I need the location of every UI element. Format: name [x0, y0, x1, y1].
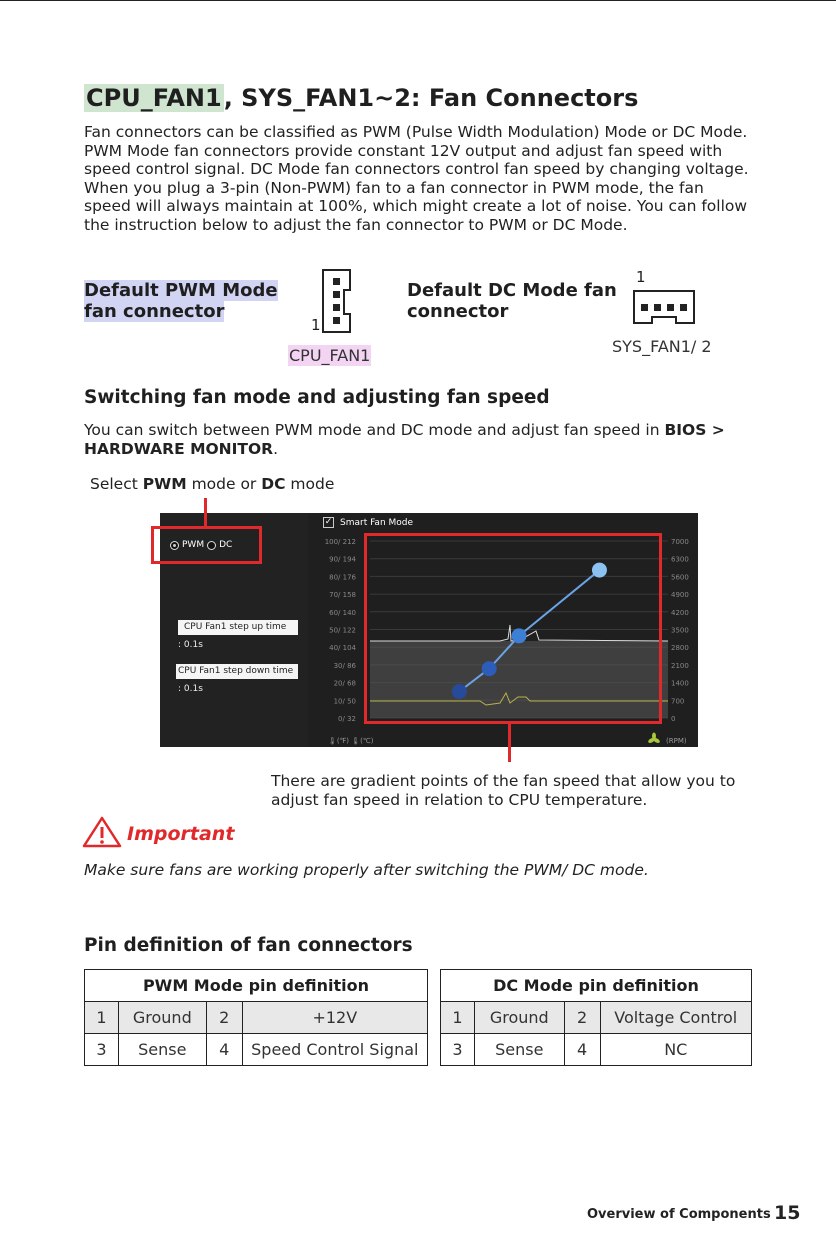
rpm-tick-label: 700 [671, 697, 685, 706]
select-mode-caption: Select PWM mode or DC mode [90, 475, 335, 493]
pwm-option[interactable]: PWM [182, 540, 205, 550]
temp-tick-label: 80/ 176 [329, 573, 356, 582]
step-up-label: CPU Fan1 step up time [178, 620, 298, 635]
smart-fan-label[interactable]: Smart Fan Mode [340, 517, 414, 528]
step-down-label: CPU Fan1 step down time [176, 664, 298, 679]
curve-leader-line [508, 724, 511, 762]
rpm-tick-label: 4200 [671, 608, 689, 617]
dc-connector-label [407, 280, 617, 322]
dc-table-title: DC Mode pin definition [441, 970, 752, 1002]
dc-pin-table [440, 969, 752, 1066]
switching-heading: Switching fan mode and adjusting fan speed [84, 387, 550, 408]
temp-tick-label: 90/ 194 [329, 555, 356, 564]
important-text: Make sure fans are working properly after switching the PWM/ DC mode. [84, 861, 649, 879]
pwm-connector-icon [322, 269, 351, 333]
rpm-tick-label: 1400 [671, 679, 689, 688]
rpm-tick-label: 2100 [671, 661, 689, 670]
dc-connector-icon [633, 290, 695, 324]
title-highlight: CPU_FAN1 [86, 84, 222, 112]
rpm-tick-label: 5600 [671, 573, 689, 582]
table-row: 1 Ground 2 Voltage Control [441, 1002, 752, 1034]
intro-paragraph: Fan connectors can be classified as PWM (Pulse Width Modulation) Mode or DC Mode. PWM Mode fan connectors provide constant 12V output and adjust fan speed with speed control signal. DC Mode fan connectors control fan speed by changing voltage. When you plug a 3-pin (Non-PWM) fan to a fan connector in PWM mode, the fan speed will always maintain at 100%, which might create a lot of noise. You can follow the instruction below to adjust the fan connector to PWM or DC Mode. [84, 123, 749, 234]
sys-fan-name: SYS_FAN1/ 2 [612, 337, 712, 356]
pin-definition-heading: Pin definition of fan connectors [84, 935, 413, 956]
dc-label-line2: connector [407, 301, 509, 322]
dc-pin-one: 1 [636, 268, 646, 286]
page-number: 15 [774, 1202, 801, 1224]
table-row: 3 Sense 4 Speed Control Signal [85, 1034, 428, 1066]
check-icon[interactable]: ✓ [324, 517, 333, 527]
pwm-label-line2: fan connector [84, 301, 225, 322]
switching-paragraph: You can switch between PWM mode and DC mode and adjust fan speed in BIOS > HARDWARE MONITOR. [84, 421, 725, 458]
mode-highlight-box [151, 526, 262, 564]
important-label: Important [127, 823, 235, 845]
temp-tick-label: 0/ 32 [338, 715, 356, 723]
top-rule [0, 0, 836, 1]
title-rest: , SYS_FAN1~2: Fan Connectors [223, 84, 639, 112]
dc-label-line1: Default DC Mode fan [407, 280, 617, 301]
temp-tick-label: 30/ 86 [333, 661, 356, 670]
temp-tick-label: 40/ 104 [329, 644, 356, 653]
step-down-value[interactable]: : 0.1s [178, 684, 203, 694]
table-row: 1 Ground 2 +12V [85, 1002, 428, 1034]
pwm-pin-one: 1 [311, 316, 321, 334]
rpm-tick-label: 7000 [671, 538, 689, 546]
unit-fahrenheit: 🌡(℉) 🌡(℃) [328, 737, 374, 745]
warning-icon [82, 816, 122, 848]
temp-tick-label: 100/ 212 [324, 538, 356, 546]
temp-tick-label: 50/ 122 [329, 626, 356, 635]
curve-highlight-box [364, 533, 662, 724]
gradient-note: There are gradient points of the fan speed that allow you to adjust fan speed in relation to CPU temperature. [271, 772, 736, 809]
mode-leader-line [204, 498, 207, 526]
fan-icon [647, 733, 660, 744]
rpm-tick-label: 3500 [671, 626, 689, 635]
rpm-tick-label: 6300 [671, 555, 689, 564]
pwm-connector-label [84, 280, 278, 322]
rpm-tick-label: 2800 [671, 644, 689, 653]
table-row: 3 Sense 4 NC [441, 1034, 752, 1066]
rpm-tick-label: 0 [671, 715, 676, 723]
pwm-table-title: PWM Mode pin definition [85, 970, 428, 1002]
temp-tick-label: 20/ 68 [333, 679, 356, 688]
bios-path: BIOS > HARDWARE MONITOR [84, 421, 725, 458]
page-title [84, 84, 638, 112]
dc-option[interactable]: DC [219, 540, 233, 550]
pwm-label-line1: Default PWM Mode [84, 280, 278, 301]
unit-rpm: (RPM) [666, 737, 687, 745]
temp-tick-label: 10/ 50 [333, 697, 356, 706]
rpm-tick-label: 4900 [671, 591, 689, 600]
cpu-fan1-name: CPU_FAN1 [289, 346, 371, 365]
pwm-pin-table [84, 969, 428, 1066]
temp-tick-label: 60/ 140 [329, 608, 356, 617]
step-up-value[interactable]: : 0.1s [178, 640, 203, 650]
footer-section: Overview of Components [587, 1207, 771, 1222]
temp-tick-label: 70/ 158 [329, 591, 356, 600]
